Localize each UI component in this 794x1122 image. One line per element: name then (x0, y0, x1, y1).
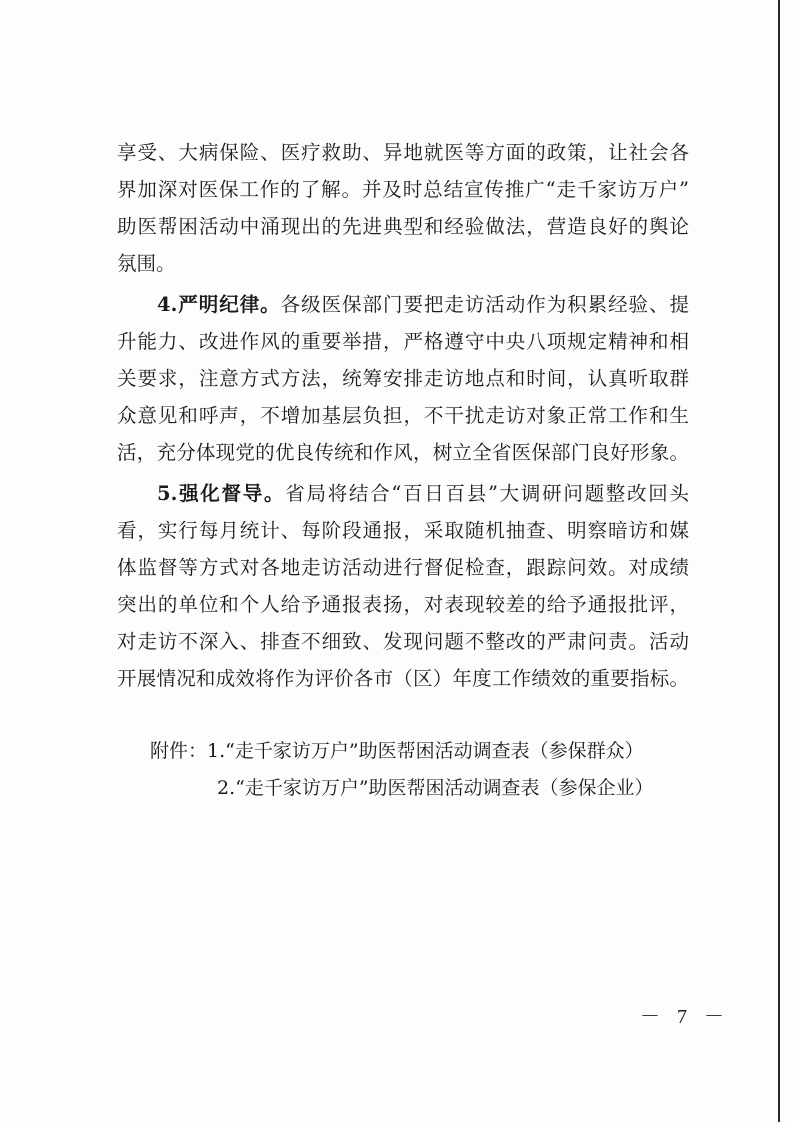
attachment-title: 2.“走千家访万户”助医帮困活动调查表（参保企业） (217, 777, 654, 799)
attachments-label: 附件： (150, 740, 208, 762)
body-text (117, 134, 689, 697)
text-line: 体监督等方式对各地走访活动进行督促检查，跟踪问效。对成绩 (117, 556, 689, 579)
section-5-first-line-text: 省局将结合“百日百县”大调研问题整改回头 (285, 482, 689, 505)
attachments-list (150, 733, 710, 807)
text-line: 助医帮困活动中涌现出的先进典型和经验做法，营造良好的舆论 (117, 215, 689, 238)
attachment-item (150, 733, 710, 770)
scan-edge-line (778, 0, 780, 1122)
text-line: 关要求，注意方式方法，统筹安排走访地点和时间，认真听取群 (117, 367, 689, 390)
section-4-first-line (117, 286, 689, 323)
text-line: 突出的单位和个人给予通报表扬，对表现较差的给予通报批评， (117, 593, 689, 616)
attachment-title: 1.“走千家访万户”助医帮困活动调查表（参保群众） (207, 740, 644, 762)
text-line: 众意见和呼声，不增加基层负担，不干扰走访对象正常工作和生 (117, 404, 689, 427)
text-line: 活，充分体现党的优良传统和作风，树立全省医保部门良好形象。 (117, 441, 689, 464)
paragraph-continuation (117, 134, 689, 282)
attachment-item (150, 770, 710, 807)
section-5-heading: 5.强化督导。 (157, 482, 286, 505)
section-4-first-line-text: 各级医保部门要把走访活动作为积累经验、提 (280, 293, 689, 316)
text-line: 升能力、改进作风的重要举措，严格遵守中央八项规定精神和相 (117, 330, 689, 353)
section-5-supervision (117, 475, 689, 697)
text-line: 氛围。 (117, 252, 176, 275)
section-5-first-line (117, 475, 689, 512)
text-line: 对走访不深入、排查不细致、发现问题不整改的严肃问责。活动 (117, 630, 689, 653)
text-line: 界加深对医保工作的了解。并及时总结宣传推广“走千家访万户” (117, 178, 689, 201)
text-line: 看，实行每月统计、每阶段通报，采取随机抽查、明察暗访和媒 (117, 519, 689, 542)
page-number: － 7 － (640, 1006, 730, 1028)
section-4-discipline (117, 286, 689, 471)
text-line: 开展情况和成效将作为评价各市（区）年度工作绩效的重要指标。 (117, 667, 689, 690)
text-line: 享受、大病保险、医疗救助、异地就医等方面的政策，让社会各 (117, 141, 689, 164)
section-4-heading: 4.严明纪律。 (157, 293, 281, 316)
